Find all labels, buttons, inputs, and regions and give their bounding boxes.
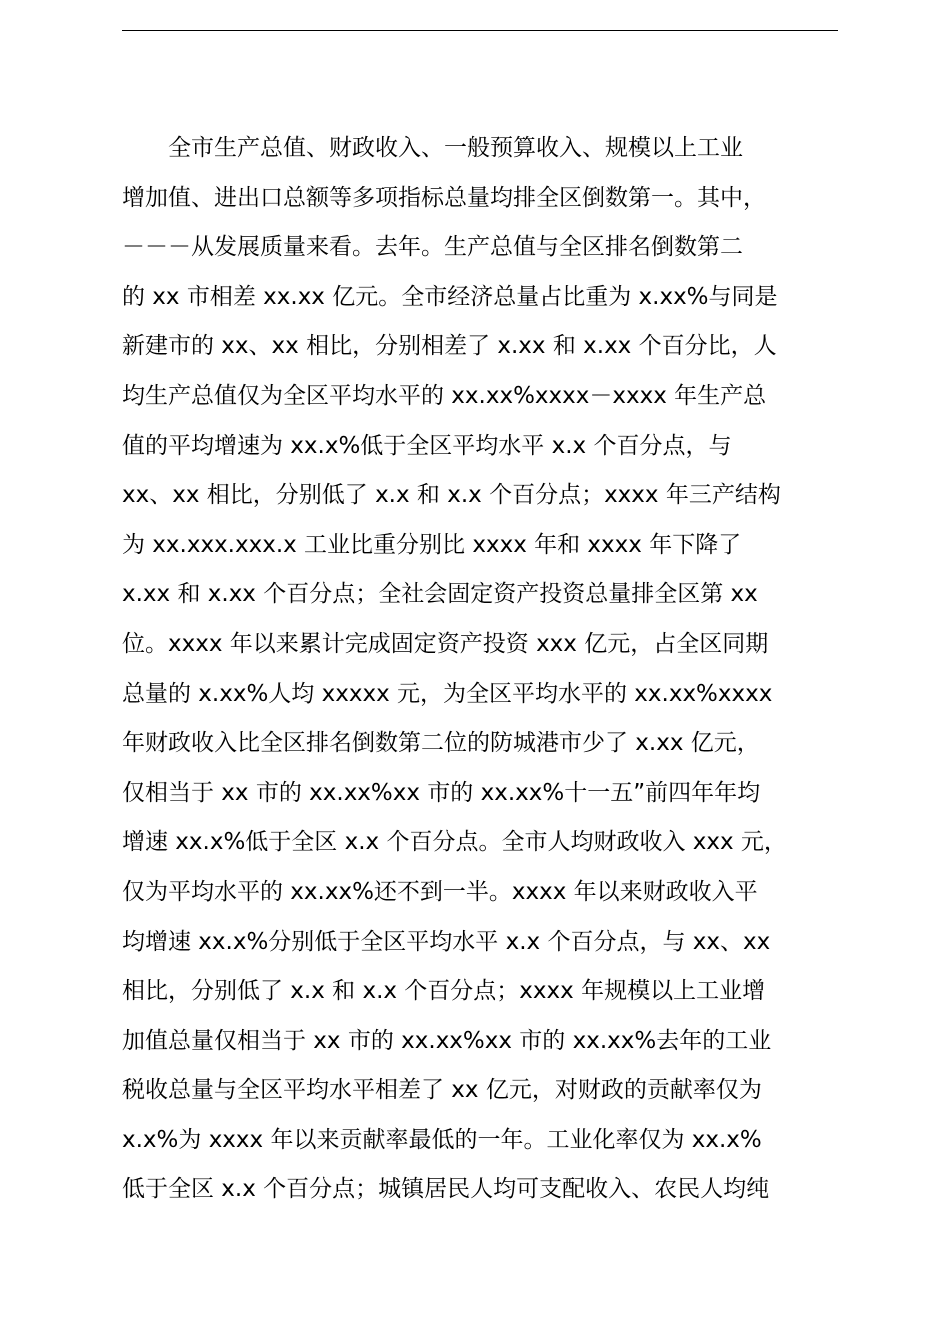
header-rule	[122, 30, 838, 31]
text-line: 增速 xx.x%低于全区 x.x 个百分点。全市人均财政收入 xxx 元，	[122, 829, 787, 856]
text-line: x.xx 和 x.xx 个百分点；全社会固定资产投资总量排全区第 xx	[122, 581, 758, 608]
text-line: 为 xx.xxx.xxx.x 工业比重分别比 xxxx 年和 xxxx 年下降了	[122, 531, 742, 558]
text-line: xx、xx 相比，分别低了 x.x 和 x.x 个百分点；xxxx 年三产结构	[122, 482, 781, 509]
text-line: 加值总量仅相当于 xx 市的 xx.xx%xx 市的 xx.xx%去年的工业	[122, 1027, 772, 1054]
text-line: 的 xx 市相差 xx.xx 亿元。全市经济总量占比重为 x.xx%与同是	[122, 283, 778, 310]
text-line: 仅相当于 xx 市的 xx.xx%xx 市的 xx.xx%十一五”前四年年均	[122, 779, 761, 806]
text-line: 仅为平均水平的 xx.xx%还不到一半。xxxx 年以来财政收入平	[122, 878, 758, 905]
text-line: 总量的 x.xx%人均 xxxxx 元，为全区平均水平的 xx.xx%xxxx	[122, 680, 773, 707]
text-line: x.x%为 xxxx 年以来贡献率最低的一年。工业化率仅为 xx.x%	[122, 1126, 762, 1153]
text-line: 相比，分别低了 x.x 和 x.x 个百分点；xxxx 年规模以上工业增	[122, 978, 766, 1005]
text-line: 年财政收入比全区排名倒数第二位的防城港市少了 x.xx 亿元，	[122, 730, 760, 757]
text-line: 均生产总值仅为全区平均水平的 xx.xx%xxxx－xxxx 年生产总	[122, 382, 767, 409]
text-line: －－－从发展质量来看。去年。生产总值与全区排名倒数第二	[122, 234, 743, 261]
text-line: 全市生产总值、财政收入、一般预算收入、规模以上工业	[122, 135, 743, 161]
text-line: 位。xxxx 年以来累计完成固定资产投资 xxx 亿元，占全区同期	[122, 630, 769, 657]
text-line: 值的平均增速为 xx.x%低于全区平均水平 x.x 个百分点，与	[122, 432, 732, 459]
text-line: 增加值、进出口总额等多项指标总量均排全区倒数第一。其中，	[122, 184, 766, 211]
text-line: 低于全区 x.x 个百分点；城镇居民人均可支配收入、农民人均纯	[122, 1176, 770, 1203]
body-paragraph	[122, 124, 862, 1215]
text-line: 税收总量与全区平均水平相差了 xx 亿元，对财政的贡献率仅为	[122, 1077, 762, 1104]
text-line: 均增速 xx.x%分别低于全区平均水平 x.x 个百分点，与 xx、xx	[122, 928, 771, 955]
text-line: 新建市的 xx、xx 相比，分别相差了 x.xx 和 x.xx 个百分比，人	[122, 333, 777, 360]
